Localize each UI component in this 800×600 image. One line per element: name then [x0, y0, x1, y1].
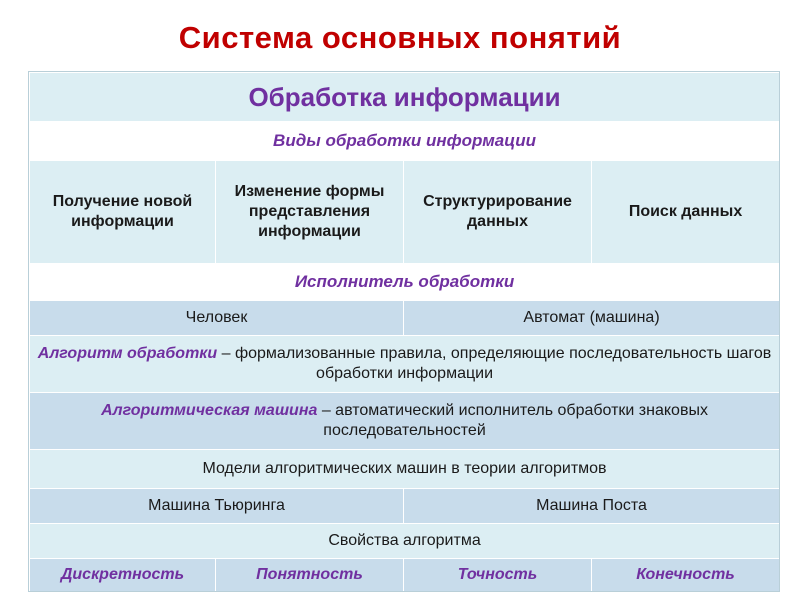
page-title: Система основных понятий — [178, 20, 622, 55]
table-row-models — [30, 489, 780, 524]
executor-cell: Человек — [30, 301, 404, 336]
executor-cell: Автомат (машина) — [404, 301, 780, 336]
kinds-heading: Виды обработки информации — [30, 122, 780, 161]
property-cell: Точность — [404, 559, 592, 592]
table-row-properties — [30, 559, 780, 592]
property-cell: Понятность — [216, 559, 404, 592]
table-row-executors — [30, 301, 780, 336]
models-heading: Модели алгоритмических машин в теории алгоритмов — [30, 450, 780, 489]
machine-term: Алгоритмическая машина — [101, 402, 318, 419]
table-row-machine — [30, 393, 780, 450]
executor-heading: Исполнитель обработки — [30, 264, 780, 301]
table-row-kinds-heading — [30, 122, 780, 161]
machine-definition — [30, 393, 780, 450]
model-cell: Машина Тьюринга — [30, 489, 404, 524]
model-cell: Машина Поста — [404, 489, 780, 524]
machine-text: – автоматический исполнитель обработки знаковых последовательностей — [317, 402, 708, 439]
kind-cell: Структурирование данных — [404, 161, 592, 264]
concepts-table — [29, 72, 780, 592]
algorithm-text: – формализованные правила, определяющие последовательность шагов обработки информации — [217, 345, 772, 382]
kind-cell: Изменение формы представления информации — [216, 161, 404, 264]
table-row-kinds — [30, 161, 780, 264]
algorithm-term: Алгоритм обработки — [37, 345, 218, 362]
table-row-properties-heading — [30, 524, 780, 559]
table-row-algorithm — [30, 336, 780, 393]
table-row-heading — [30, 73, 780, 122]
processing-heading: Обработка информации — [30, 73, 780, 122]
property-cell: Конечность — [592, 559, 780, 592]
algorithm-definition — [30, 336, 780, 393]
kind-cell: Получение новой информации — [30, 161, 216, 264]
table-row-models-heading — [30, 450, 780, 489]
property-cell: Дискретность — [30, 559, 216, 592]
kind-cell: Поиск данных — [592, 161, 780, 264]
table-row-executor-heading — [30, 264, 780, 301]
properties-heading: Свойства алгоритма — [30, 524, 780, 559]
